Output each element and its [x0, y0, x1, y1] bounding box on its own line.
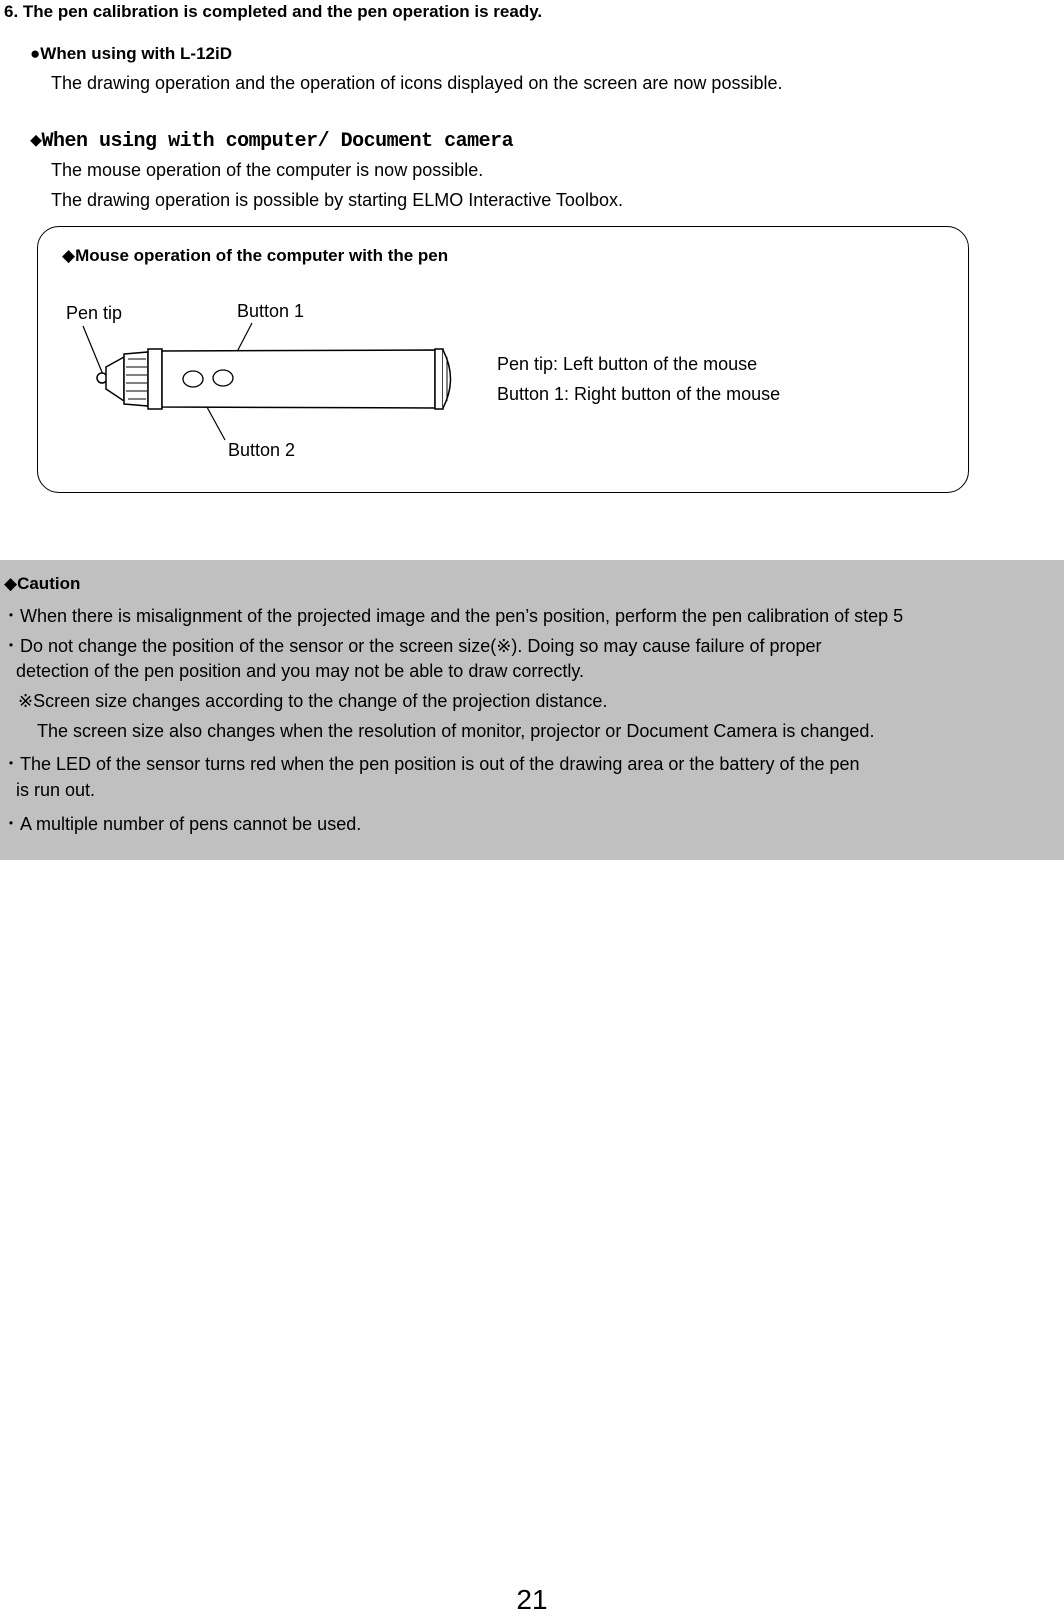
button1-description: Button 1: Right button of the mouse	[497, 384, 781, 404]
label-button-2: Button 2	[228, 440, 296, 460]
mouse-box-heading: ◆Mouse operation of the computer with the pen	[62, 246, 449, 265]
l12id-text: The drawing operation and the operation of icons displayed on the screen are now possible.	[51, 73, 783, 93]
caution-line-7: is run out.	[16, 780, 96, 800]
caution-line-4: ※Screen size changes according to the change of the projection distance.	[18, 691, 608, 711]
caution-line-5: The screen size also changes when the resolution of monitor, projector or Document Camera is changed.	[37, 721, 875, 741]
caution-heading: ◆Caution	[4, 574, 81, 593]
page-number: 21	[516, 1584, 548, 1615]
computer-heading: ◆When using with computer/ Document camera	[30, 130, 514, 153]
caution-line-2: ・Do not change the position of the sensor or the screen size(※). Doing so may cause failure of proper	[2, 636, 822, 656]
pen-illustration	[90, 345, 460, 415]
computer-text-1: The mouse operation of the computer is now possible.	[51, 160, 484, 180]
pen-tip-description: Pen tip: Left button of the mouse	[497, 354, 758, 374]
label-button-1: Button 1	[237, 301, 305, 321]
caution-panel	[0, 560, 1064, 860]
computer-text-2: The drawing operation is possible by starting ELMO Interactive Toolbox.	[51, 190, 623, 210]
caution-line-3: detection of the pen position and you may not be able to draw correctly.	[16, 661, 585, 681]
caution-line-8: ・A multiple number of pens cannot be used.	[2, 814, 362, 834]
label-pen-tip: Pen tip	[66, 303, 123, 323]
caution-line-6: ・The LED of the sensor turns red when the pen position is out of the drawing area or the battery of the pen	[2, 754, 860, 774]
section-heading: 6. The pen calibration is completed and the pen operation is ready.	[4, 2, 543, 21]
l12id-heading: ●When using with L-12iD	[30, 44, 232, 63]
caution-line-1: ・When there is misalignment of the projected image and the pen’s position, perform the pen calibration of step 5	[2, 606, 904, 626]
